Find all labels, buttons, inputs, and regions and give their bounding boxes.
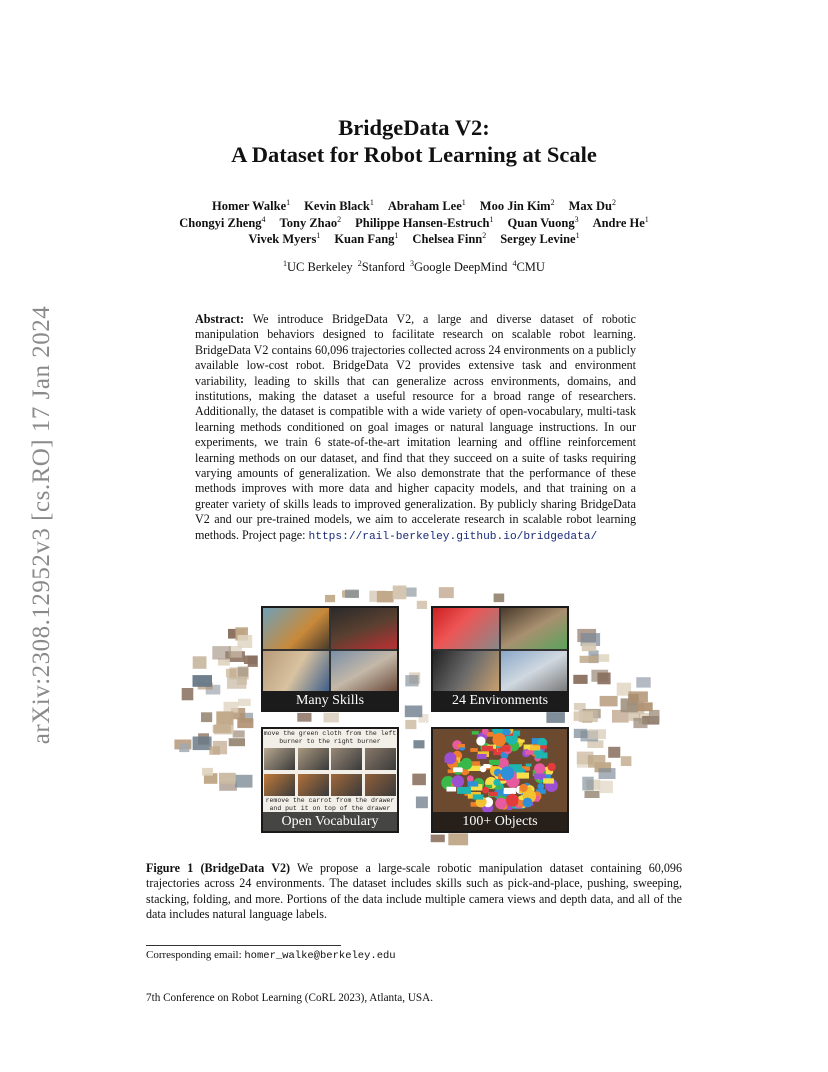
dataset-thumbnail [608,747,620,758]
vocab-frames-row-1 [264,748,396,770]
dataset-thumbnail [417,601,427,609]
trajectory-frame [298,774,329,796]
dataset-thumbnail [587,740,603,748]
arxiv-side-stamp [22,290,62,760]
figure-1 [170,585,660,847]
arxiv-identifier: arXiv:2308.12952v3 [cs.RO] 17 Jan 2024 [28,305,55,745]
abstract [195,312,636,545]
author-name: Max Du$^2$ [568,198,617,213]
skills-image-2 [331,608,397,649]
author-name: Kevin Black$^1$ [304,198,374,213]
author-affiliation-marker: 3 [574,215,579,224]
conference-note: 7th Conference on Robot Learning (CoRL 2023), Atlanta, USA. [146,992,433,1004]
toy-object [453,767,463,772]
dataset-thumbnail [201,712,212,722]
author-affiliation-marker: 1 [394,231,399,240]
panel-open-vocabulary [261,727,399,833]
toy-object [442,781,451,786]
author-affiliation-marker: 2 [337,215,342,224]
author-row-1 [0,198,828,216]
affiliation: $^1$UC Berkeley [283,259,353,274]
author-row-3 [0,231,828,249]
panel-caption-100-objects: 100+ Objects [433,812,567,831]
dataset-thumbnail [213,725,231,733]
dataset-thumbnail [636,677,650,687]
toy-object [530,745,540,750]
toy-object [482,746,493,752]
figure-caption-text: We propose a large-scale robotic manipulation dataset containing 60,096 trajectories across 24 environments. The dataset includes skills such as pick-and-place, pushing, sweeping, stacking, folding, and more. Portions of the data include multiple camera views and depth data, and all of the data includes natural language labels. [146,861,683,922]
dataset-thumbnail [582,777,593,791]
dataset-thumbnail [580,656,598,663]
dataset-thumbnail [405,675,418,686]
dataset-thumbnail [585,791,600,798]
dataset-thumbnail [431,835,445,843]
dataset-thumbnail [237,677,247,685]
author-affiliation-marker: 2 [612,198,617,207]
dataset-thumbnail [577,755,587,767]
toy-object [476,737,485,746]
dataset-thumbnail [412,774,426,786]
env-image-1 [433,608,499,649]
figure-caption [146,861,682,923]
project-page-link[interactable]: https://rail-berkeley.github.io/bridgedata/ [308,530,598,543]
panel-caption-open-vocabulary: Open Vocabulary [263,812,397,831]
dataset-thumbnail [439,587,454,598]
author-name: Quan Vuong$^3$ [507,215,579,230]
dataset-thumbnail [405,720,416,729]
affiliation: $^3$Google DeepMind [409,259,508,274]
author-row-2 [0,215,828,233]
dataset-thumbnail [345,590,359,598]
dataset-thumbnail [629,691,648,702]
dataset-thumbnail [546,712,565,723]
panel-100-objects [431,727,569,833]
toy-object [501,766,515,780]
trajectory-frame [264,774,295,796]
dataset-thumbnail [209,746,220,755]
dataset-thumbnail [573,675,587,684]
dataset-thumbnail [599,768,616,779]
dataset-thumbnail [377,591,394,602]
affiliations [0,260,828,275]
affiliation: $^4$CMU [512,259,545,274]
toy-object [473,794,484,799]
author-affiliation-marker: 1 [286,198,291,207]
panel-many-skills [261,606,399,712]
author-affiliation-marker: 1 [644,215,649,224]
dataset-thumbnail [193,656,207,669]
dataset-thumbnail [238,699,251,706]
toy-object [537,783,544,790]
toy-object [506,794,519,807]
toy-object [482,787,489,794]
toy-object [490,760,501,765]
skills-image-3 [263,651,329,691]
toy-object [504,788,516,794]
toy-object [470,748,478,752]
toy-object [519,740,525,743]
dataset-thumbnail [179,744,189,753]
dataset-thumbnail [297,713,311,722]
toy-object [472,731,479,735]
thumbnail-collage [170,585,660,847]
author-name: Chongyi Zheng$^4$ [179,215,266,230]
dataset-thumbnail [621,756,632,766]
dataset-thumbnail [633,718,647,728]
toy-object [477,754,487,759]
toy-object [458,744,465,748]
figure-caption-label: Figure 1 (BridgeData V2) [146,861,291,875]
footnote [146,949,396,962]
paper-title-line-1: BridgeData V2: [338,115,490,140]
dataset-thumbnail [416,797,428,809]
author-name: Abraham Lee$^1$ [387,198,466,213]
dataset-thumbnail [405,706,423,718]
toy-object [444,752,456,764]
footnote-divider [146,945,341,946]
toy-object [540,745,547,749]
toy-object [493,733,507,747]
toy-object [480,766,487,773]
corresponding-email[interactable]: homer_walke@berkeley.edu [244,950,396,962]
toy-object [548,763,556,771]
panel-caption-24-environments: 24 Environments [433,691,567,710]
dataset-thumbnail [182,688,194,700]
dataset-thumbnail [216,711,233,724]
dataset-thumbnail [574,711,593,721]
dataset-thumbnail [238,667,249,677]
dataset-thumbnail [649,710,660,722]
affiliation: $^2$Stanford [357,259,405,274]
author-name: Vivek Myers$^1$ [248,231,321,246]
trajectory-frame [264,748,295,770]
toy-object [525,750,534,754]
dataset-thumbnail [212,646,231,659]
author-name: Sergey Levine$^1$ [500,231,580,246]
toy-object [523,798,533,808]
toy-object [526,764,532,767]
instruction-text-bottom: remove the carrot from the drawer and put it on top of the drawer [263,797,397,813]
dataset-thumbnail [588,729,606,739]
author-name: Kuan Fang$^1$ [334,231,399,246]
toy-object [489,792,498,797]
dataset-thumbnail [448,833,468,845]
toy-object [461,758,473,770]
author-name: Tony Zhao$^2$ [279,215,342,230]
env-image-3 [433,651,499,691]
dataset-thumbnail [325,595,335,602]
trajectory-frame [331,774,362,796]
dataset-thumbnail [219,773,236,784]
toy-object [452,775,464,787]
dataset-thumbnail [637,702,653,711]
dataset-thumbnail [233,730,245,737]
author-affiliation-marker: 1 [369,198,374,207]
toy-object [543,778,554,783]
panel-caption-many-skills: Many Skills [263,691,397,710]
env-image-4 [501,651,567,691]
dataset-thumbnail [248,656,258,667]
dataset-thumbnail [574,729,588,738]
toy-object [517,773,529,779]
toy-object [534,763,545,774]
vocab-frames-row-2 [264,774,396,796]
dataset-thumbnail [582,643,596,651]
author-affiliation-marker: 1 [489,215,494,224]
dataset-thumbnail [193,675,213,687]
dataset-thumbnail [597,673,610,685]
author-name: Philippe Hansen-Estruch$^1$ [355,215,494,230]
author-name: Homer Walke$^1$ [211,198,291,213]
dataset-thumbnail [237,718,253,728]
abstract-body: We introduce BridgeData V2, a large and diverse dataset of robotic manipulation behaviors designed to facilitate research on scalable robot learning. BridgeData V2 contains 60,096 trajectories collected across 24 environments on a publicly available low-cost robot. BridgeData V2 provides extensive task and environment variability, leading to skills that can generalize across environments, domains, and institutions, making the dataset a useful resource for a broad range of researchers. Additionally, the dataset is compatible with a wide variety of open-vocabulary, multi-task learning methods conditioned on goal images or natural language instructions. In our experiments, we train 6 state-of-the-art imitation learning and offline reinforcement learning methods on our dataset, and find that they succeed on a suite of tasks requiring varying amounts of generalization. We also demonstrate that the performance of these methods improves with more data and higher capacity models, and that training on a greater variety of skills leads to improved generalization. By publicly sharing BridgeData V2 and our pre-trained models, we aim to accelerate research in scalable robot learning methods. Project page: [195,312,636,542]
env-image-2 [501,608,567,649]
trajectory-frame [331,748,362,770]
dataset-thumbnail [229,738,245,746]
trajectory-frame [365,774,396,796]
dataset-thumbnail [193,737,212,751]
dataset-thumbnail [226,669,236,677]
author-affiliation-marker: 2 [550,198,555,207]
author-affiliation-marker: 2 [482,231,487,240]
instruction-text-top: move the green cloth from the left burner to the right burner [263,730,397,745]
panel-24-environments [431,606,569,712]
author-affiliation-marker: 4 [261,215,266,224]
toy-object [495,798,506,809]
author-name: Moo Jin Kim$^2$ [479,198,555,213]
dataset-thumbnail [494,594,505,603]
skills-image-4 [331,651,397,691]
dataset-thumbnail [324,713,339,723]
author-affiliation-marker: 1 [575,231,580,240]
author-affiliation-marker: 1 [316,231,321,240]
dataset-thumbnail [202,768,213,776]
toy-object [504,729,511,735]
paper-title-line-2: A Dataset for Robot Learning at Scale [231,142,597,167]
dataset-thumbnail [588,755,606,768]
dataset-thumbnail [599,781,613,793]
author-name: Chelsea Finn$^2$ [412,231,487,246]
dataset-thumbnail [393,586,407,600]
footnote-label: Corresponding email: [146,949,242,961]
author-name: Andre He$^1$ [592,215,649,230]
dataset-thumbnail [600,696,618,707]
toy-object [457,787,471,794]
toy-object [493,779,500,786]
skills-image-1 [263,608,329,649]
toy-object [447,787,457,792]
toy-object [467,775,474,782]
toy-object [520,784,528,792]
author-affiliation-marker: 1 [461,198,466,207]
abstract-label: Abstract: [195,312,245,326]
trajectory-frame [298,748,329,770]
dataset-thumbnail [224,702,239,713]
dataset-thumbnail [235,775,252,788]
dataset-thumbnail [413,740,424,748]
toy-object [468,781,479,786]
trajectory-frame [365,748,396,770]
dataset-thumbnail [238,635,253,648]
